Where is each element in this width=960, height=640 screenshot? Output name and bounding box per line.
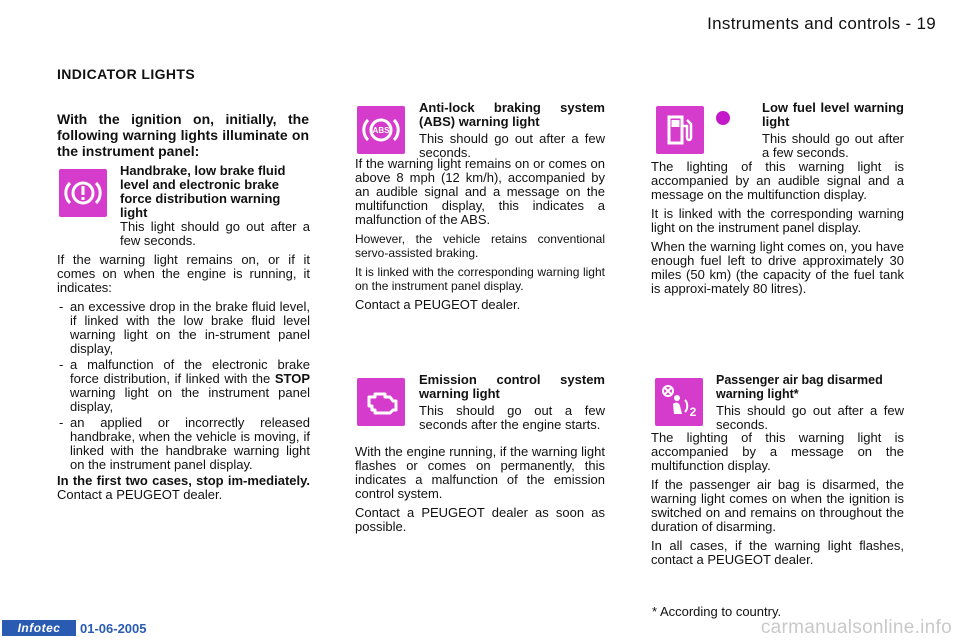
handbrake-p2: If the warning light remains on, or if it comes on when the engine is running, it indicates: [57,252,310,295]
fuel-title: Low fuel level warning light [762,100,904,129]
emission-body [355,445,605,539]
emission-title: Emission control system warning light [419,372,605,401]
print-date: 01-06-2005 [80,621,147,636]
handbrake-title: Handbrake, low brake fluid level and electronic brake force distribution warning light [120,163,286,220]
abs-body [355,157,605,317]
engine-warning-icon [357,378,405,426]
airbag-p2: The lighting of this warning light is accompanied by a message on the multifunction display. [651,430,904,473]
svg-text:2: 2 [689,405,697,419]
infotec-logo: Infotec [2,620,76,636]
intro [57,111,309,159]
fuel-top [762,101,904,165]
abs-p3: However, the vehicle retains conventional servo-assisted braking. [355,232,605,260]
handbrake-body [57,220,310,507]
airbag-p1: This should go out after a few seconds. [716,403,904,432]
abs-warning-icon [357,106,405,154]
emission-p3: Contact a PEUGEOT dealer as soon as possible. [355,505,605,534]
fuel-p1: This should go out after a few seconds. [762,131,904,160]
list-item: - an applied or incorrectly released handbrake, when the vehicle is moving, if linked with the handbrake warning light on the instrument panel display. [57,416,310,472]
handbrake-title-block [120,164,310,220]
list-item: - an excessive drop in the brake fluid level, if linked with the low brake fluid level warning light on the in-strument panel display, [57,300,310,356]
page-header: Instruments and controls - 19 [707,14,936,33]
fuel-p3: It is linked with the corresponding warning light on the instrument panel display. [651,206,904,235]
emission-p2: With the engine running, if the warning light flashes or comes on permanently, this indicates a malfunction of the emission control system. [355,444,605,501]
airbag-p3: If the passenger air bag is disarmed, the warning light comes on when the ignition is switched on and remains on throughout the duration of disarming. [651,477,904,534]
abs-p5: Contact a PEUGEOT dealer. [355,297,521,312]
fuel-p4: When the warning light comes on, you have enough fuel left to drive approximately 30 miles (50 km) (the capacity of the fuel tank is approxi-mately 80 litres). [651,239,904,296]
fuel-warning-icon [656,106,704,154]
status-dot [716,111,730,125]
handbrake-final: In the first two cases, stop im-mediately. Contact a PEUGEOT dealer. [57,473,310,502]
abs-p2: If the warning light remains on or comes on above 8 mph (12 km/h), accompanied by an audible signal and a message on the multifunction display, this indicates a malfunction of the ABS. [355,156,605,227]
airbag-top [716,373,904,437]
airbag-p4: In all cases, if the warning light flashes, contact a PEUGEOT dealer. [651,538,904,567]
emission-top [419,373,605,437]
airbag-body [651,431,904,572]
abs-p1: This should go out after a few seconds. [419,131,605,160]
abs-p4: It is linked with the corresponding warning light on the instrument panel display. [355,265,605,293]
svg-text:ABS: ABS [372,126,390,135]
watermark: carmanualsonline.info [760,617,952,638]
fuel-p2: The lighting of this warning light is accompanied by an audible signal and a message on the multifunction display. [651,159,904,202]
handbrake-p1: This light should go out after a few seconds. [120,219,310,248]
intro-text: With the ignition on, initially, the following warning lights illuminate on the instrument panel: [57,111,309,159]
footnote: * According to country. [652,604,782,619]
handbrake-list [57,300,310,472]
abs-title: Anti-lock braking system (ABS) warning light [419,100,605,129]
section-title: INDICATOR LIGHTS [57,66,196,82]
fuel-body [651,160,904,301]
brake-warning-icon [59,169,107,217]
airbag-warning-icon [655,378,703,426]
list-item: - a malfunction of the electronic brake force distribution, if linked with the STOP warning light on the instrument panel display, [57,358,310,414]
airbag-title: Passenger air bag disarmed warning light* [716,373,883,401]
emission-p1: This should go out a few seconds after the engine starts. [419,403,605,432]
